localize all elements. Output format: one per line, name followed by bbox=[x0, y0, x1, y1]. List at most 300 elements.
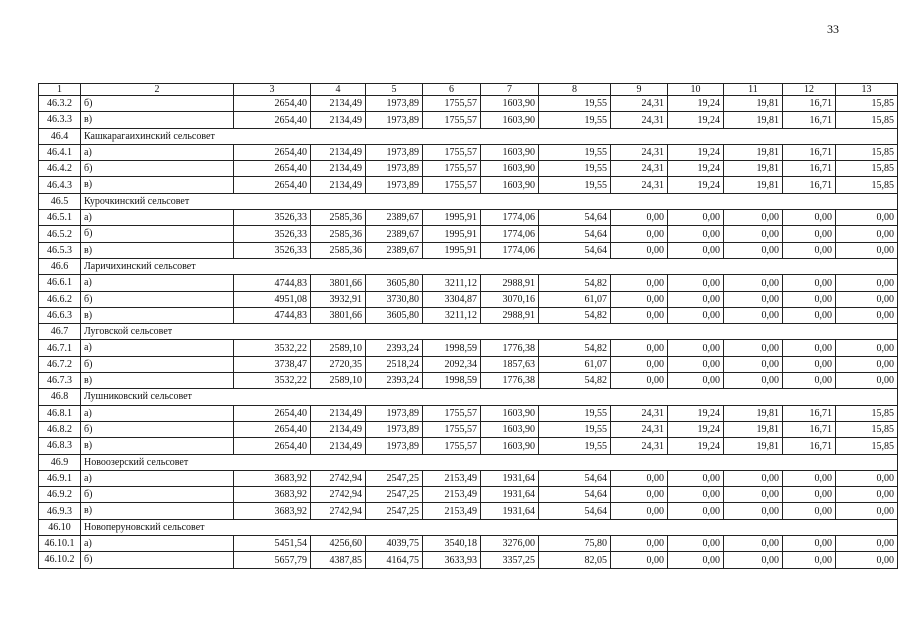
value-cell: 2134,49 bbox=[311, 438, 366, 454]
table-row bbox=[39, 161, 898, 177]
value-cell: 2092,34 bbox=[423, 356, 481, 372]
row-variant: б) bbox=[81, 552, 234, 568]
section-row bbox=[39, 454, 898, 470]
header-cell: 13 bbox=[836, 84, 898, 96]
value-cell: 2654,40 bbox=[234, 177, 311, 193]
value-cell: 0,00 bbox=[611, 210, 668, 226]
row-variant: а) bbox=[81, 340, 234, 356]
row-variant: б) bbox=[81, 487, 234, 503]
value-cell: 19,24 bbox=[668, 421, 724, 437]
value-cell: 0,00 bbox=[724, 307, 783, 323]
value-cell: 2585,36 bbox=[311, 226, 366, 242]
value-cell: 1973,89 bbox=[366, 405, 423, 421]
table-row bbox=[39, 291, 898, 307]
value-cell: 0,00 bbox=[783, 291, 836, 307]
value-cell: 75,80 bbox=[539, 536, 611, 552]
value-cell: 4164,75 bbox=[366, 552, 423, 568]
value-cell: 4744,83 bbox=[234, 275, 311, 291]
value-cell: 2134,49 bbox=[311, 144, 366, 160]
row-code: 46.9.3 bbox=[39, 503, 81, 519]
value-cell: 0,00 bbox=[611, 307, 668, 323]
value-cell: 0,00 bbox=[611, 373, 668, 389]
value-cell: 0,00 bbox=[611, 226, 668, 242]
value-cell: 1603,90 bbox=[481, 177, 539, 193]
value-cell: 2654,40 bbox=[234, 421, 311, 437]
value-cell: 24,31 bbox=[611, 96, 668, 112]
value-cell: 0,00 bbox=[668, 552, 724, 568]
value-cell: 3730,80 bbox=[366, 291, 423, 307]
row-variant: в) bbox=[81, 177, 234, 193]
value-cell: 3683,92 bbox=[234, 503, 311, 519]
value-cell: 3801,66 bbox=[311, 307, 366, 323]
value-cell: 16,71 bbox=[783, 438, 836, 454]
row-variant: б) bbox=[81, 96, 234, 112]
value-cell: 1973,89 bbox=[366, 112, 423, 128]
value-cell: 0,00 bbox=[668, 470, 724, 486]
value-cell: 54,64 bbox=[539, 210, 611, 226]
value-cell: 3532,22 bbox=[234, 340, 311, 356]
value-cell: 54,82 bbox=[539, 307, 611, 323]
row-code: 46.8.1 bbox=[39, 405, 81, 421]
value-cell: 19,81 bbox=[724, 144, 783, 160]
table-row bbox=[39, 552, 898, 568]
table-row bbox=[39, 226, 898, 242]
row-variant: б) bbox=[81, 161, 234, 177]
row-variant: в) bbox=[81, 373, 234, 389]
value-cell: 15,85 bbox=[836, 144, 898, 160]
value-cell: 16,71 bbox=[783, 405, 836, 421]
table-row bbox=[39, 210, 898, 226]
value-cell: 0,00 bbox=[668, 226, 724, 242]
section-row bbox=[39, 128, 898, 144]
value-cell: 0,00 bbox=[783, 470, 836, 486]
table-row bbox=[39, 144, 898, 160]
value-cell: 54,64 bbox=[539, 226, 611, 242]
value-cell: 0,00 bbox=[724, 291, 783, 307]
value-cell: 0,00 bbox=[611, 487, 668, 503]
tariff-table bbox=[38, 83, 898, 569]
row-variant: а) bbox=[81, 405, 234, 421]
header-cell: 11 bbox=[724, 84, 783, 96]
row-code: 46.6.2 bbox=[39, 291, 81, 307]
row-variant: в) bbox=[81, 112, 234, 128]
row-code: 46.8.3 bbox=[39, 438, 81, 454]
value-cell: 4744,83 bbox=[234, 307, 311, 323]
value-cell: 4256,60 bbox=[311, 536, 366, 552]
row-variant: а) bbox=[81, 470, 234, 486]
value-cell: 1998,59 bbox=[423, 373, 481, 389]
section-row bbox=[39, 519, 898, 535]
value-cell: 3605,80 bbox=[366, 307, 423, 323]
value-cell: 4951,08 bbox=[234, 291, 311, 307]
value-cell: 54,64 bbox=[539, 487, 611, 503]
row-code: 46.7.2 bbox=[39, 356, 81, 372]
value-cell: 0,00 bbox=[783, 552, 836, 568]
header-cell: 5 bbox=[366, 84, 423, 96]
value-cell: 19,55 bbox=[539, 112, 611, 128]
value-cell: 0,00 bbox=[668, 291, 724, 307]
value-cell: 2389,67 bbox=[366, 226, 423, 242]
value-cell: 4387,85 bbox=[311, 552, 366, 568]
value-cell: 2742,94 bbox=[311, 487, 366, 503]
value-cell: 15,85 bbox=[836, 96, 898, 112]
row-variant: б) bbox=[81, 226, 234, 242]
value-cell: 5657,79 bbox=[234, 552, 311, 568]
value-cell: 1995,91 bbox=[423, 242, 481, 258]
value-cell: 0,00 bbox=[724, 536, 783, 552]
section-row bbox=[39, 389, 898, 405]
value-cell: 0,00 bbox=[668, 340, 724, 356]
value-cell: 19,55 bbox=[539, 177, 611, 193]
table-row bbox=[39, 421, 898, 437]
value-cell: 19,24 bbox=[668, 438, 724, 454]
row-variant: а) bbox=[81, 144, 234, 160]
value-cell: 0,00 bbox=[783, 356, 836, 372]
table-row bbox=[39, 356, 898, 372]
value-cell: 24,31 bbox=[611, 112, 668, 128]
value-cell: 0,00 bbox=[724, 340, 783, 356]
value-cell: 3211,12 bbox=[423, 307, 481, 323]
row-code: 46.6.3 bbox=[39, 307, 81, 323]
value-cell: 1755,57 bbox=[423, 112, 481, 128]
value-cell: 0,00 bbox=[836, 210, 898, 226]
value-cell: 54,82 bbox=[539, 275, 611, 291]
table-row bbox=[39, 503, 898, 519]
row-variant: в) bbox=[81, 503, 234, 519]
table-row bbox=[39, 438, 898, 454]
value-cell: 2654,40 bbox=[234, 405, 311, 421]
value-cell: 1995,91 bbox=[423, 226, 481, 242]
row-code: 46.9.2 bbox=[39, 487, 81, 503]
value-cell: 0,00 bbox=[836, 291, 898, 307]
value-cell: 0,00 bbox=[836, 373, 898, 389]
value-cell: 0,00 bbox=[668, 242, 724, 258]
value-cell: 2988,91 bbox=[481, 307, 539, 323]
value-cell: 2134,49 bbox=[311, 96, 366, 112]
value-cell: 1998,59 bbox=[423, 340, 481, 356]
section-title: Новоперуновский сельсовет bbox=[81, 519, 898, 535]
value-cell: 1755,57 bbox=[423, 421, 481, 437]
value-cell: 0,00 bbox=[611, 536, 668, 552]
value-cell: 0,00 bbox=[783, 210, 836, 226]
value-cell: 2389,67 bbox=[366, 210, 423, 226]
value-cell: 61,07 bbox=[539, 291, 611, 307]
row-variant: а) bbox=[81, 275, 234, 291]
value-cell: 2393,24 bbox=[366, 373, 423, 389]
table-row bbox=[39, 470, 898, 486]
table-row bbox=[39, 177, 898, 193]
row-code: 46.10 bbox=[39, 519, 81, 535]
value-cell: 3738,47 bbox=[234, 356, 311, 372]
value-cell: 0,00 bbox=[611, 340, 668, 356]
row-code: 46.10.2 bbox=[39, 552, 81, 568]
value-cell: 3683,92 bbox=[234, 470, 311, 486]
row-code: 46.4.1 bbox=[39, 144, 81, 160]
value-cell: 82,05 bbox=[539, 552, 611, 568]
value-cell: 19,24 bbox=[668, 405, 724, 421]
table-row bbox=[39, 373, 898, 389]
value-cell: 1774,06 bbox=[481, 210, 539, 226]
value-cell: 0,00 bbox=[611, 552, 668, 568]
value-cell: 15,85 bbox=[836, 438, 898, 454]
row-code: 46.10.1 bbox=[39, 536, 81, 552]
value-cell: 0,00 bbox=[611, 356, 668, 372]
value-cell: 1603,90 bbox=[481, 421, 539, 437]
value-cell: 2393,24 bbox=[366, 340, 423, 356]
value-cell: 3526,33 bbox=[234, 210, 311, 226]
section-title: Лушниковский сельсовет bbox=[81, 389, 898, 405]
value-cell: 1603,90 bbox=[481, 438, 539, 454]
section-row bbox=[39, 193, 898, 209]
section-row bbox=[39, 324, 898, 340]
section-title: Луговской сельсовет bbox=[81, 324, 898, 340]
value-cell: 0,00 bbox=[783, 487, 836, 503]
value-cell: 0,00 bbox=[783, 307, 836, 323]
value-cell: 0,00 bbox=[724, 356, 783, 372]
table-row bbox=[39, 275, 898, 291]
value-cell: 1755,57 bbox=[423, 177, 481, 193]
value-cell: 54,64 bbox=[539, 470, 611, 486]
table-row bbox=[39, 487, 898, 503]
section-title: Новоозерский сельсовет bbox=[81, 454, 898, 470]
value-cell: 3357,25 bbox=[481, 552, 539, 568]
value-cell: 0,00 bbox=[836, 487, 898, 503]
value-cell: 1755,57 bbox=[423, 405, 481, 421]
value-cell: 19,81 bbox=[724, 161, 783, 177]
value-cell: 0,00 bbox=[611, 291, 668, 307]
header-cell: 1 bbox=[39, 84, 81, 96]
value-cell: 0,00 bbox=[783, 536, 836, 552]
header-cell: 6 bbox=[423, 84, 481, 96]
value-cell: 1603,90 bbox=[481, 96, 539, 112]
value-cell: 1755,57 bbox=[423, 96, 481, 112]
row-code: 46.4 bbox=[39, 128, 81, 144]
value-cell: 19,55 bbox=[539, 161, 611, 177]
value-cell: 2153,49 bbox=[423, 487, 481, 503]
value-cell: 24,31 bbox=[611, 405, 668, 421]
row-code: 46.4.3 bbox=[39, 177, 81, 193]
row-variant: б) bbox=[81, 356, 234, 372]
value-cell: 1931,64 bbox=[481, 487, 539, 503]
value-cell: 15,85 bbox=[836, 421, 898, 437]
value-cell: 19,24 bbox=[668, 112, 724, 128]
value-cell: 0,00 bbox=[836, 275, 898, 291]
page-number: 33 bbox=[827, 22, 839, 36]
value-cell: 1973,89 bbox=[366, 421, 423, 437]
value-cell: 0,00 bbox=[724, 487, 783, 503]
value-cell: 0,00 bbox=[668, 356, 724, 372]
value-cell: 24,31 bbox=[611, 438, 668, 454]
table-row bbox=[39, 112, 898, 128]
value-cell: 3605,80 bbox=[366, 275, 423, 291]
header-row bbox=[39, 84, 898, 96]
value-cell: 2153,49 bbox=[423, 503, 481, 519]
table-row bbox=[39, 242, 898, 258]
value-cell: 3211,12 bbox=[423, 275, 481, 291]
value-cell: 1931,64 bbox=[481, 503, 539, 519]
value-cell: 19,81 bbox=[724, 96, 783, 112]
value-cell: 54,82 bbox=[539, 373, 611, 389]
value-cell: 3532,22 bbox=[234, 373, 311, 389]
value-cell: 19,24 bbox=[668, 177, 724, 193]
value-cell: 0,00 bbox=[668, 487, 724, 503]
value-cell: 0,00 bbox=[668, 275, 724, 291]
value-cell: 19,55 bbox=[539, 421, 611, 437]
header-cell: 12 bbox=[783, 84, 836, 96]
row-code: 46.7.1 bbox=[39, 340, 81, 356]
value-cell: 3526,33 bbox=[234, 242, 311, 258]
table-row bbox=[39, 307, 898, 323]
row-code: 46.6.1 bbox=[39, 275, 81, 291]
value-cell: 0,00 bbox=[611, 470, 668, 486]
value-cell: 0,00 bbox=[836, 503, 898, 519]
value-cell: 15,85 bbox=[836, 112, 898, 128]
value-cell: 5451,54 bbox=[234, 536, 311, 552]
value-cell: 2654,40 bbox=[234, 96, 311, 112]
row-code: 46.5.1 bbox=[39, 210, 81, 226]
value-cell: 1603,90 bbox=[481, 144, 539, 160]
value-cell: 0,00 bbox=[836, 242, 898, 258]
row-variant: а) bbox=[81, 536, 234, 552]
value-cell: 54,64 bbox=[539, 503, 611, 519]
value-cell: 1973,89 bbox=[366, 96, 423, 112]
value-cell: 0,00 bbox=[611, 242, 668, 258]
value-cell: 2585,36 bbox=[311, 242, 366, 258]
section-row bbox=[39, 258, 898, 274]
value-cell: 15,85 bbox=[836, 177, 898, 193]
value-cell: 2134,49 bbox=[311, 421, 366, 437]
value-cell: 0,00 bbox=[724, 503, 783, 519]
value-cell: 2389,67 bbox=[366, 242, 423, 258]
section-title: Курочкинский сельсовет bbox=[81, 193, 898, 209]
row-code: 46.5.3 bbox=[39, 242, 81, 258]
row-variant: в) bbox=[81, 307, 234, 323]
table-row bbox=[39, 536, 898, 552]
table-row bbox=[39, 340, 898, 356]
value-cell: 19,24 bbox=[668, 144, 724, 160]
value-cell: 1603,90 bbox=[481, 161, 539, 177]
value-cell: 24,31 bbox=[611, 421, 668, 437]
value-cell: 16,71 bbox=[783, 144, 836, 160]
section-title: Кашкарагаихинский сельсовет bbox=[81, 128, 898, 144]
row-code: 46.5 bbox=[39, 193, 81, 209]
value-cell: 16,71 bbox=[783, 161, 836, 177]
value-cell: 2547,25 bbox=[366, 470, 423, 486]
value-cell: 2134,49 bbox=[311, 161, 366, 177]
value-cell: 1857,63 bbox=[481, 356, 539, 372]
row-variant: а) bbox=[81, 210, 234, 226]
value-cell: 19,55 bbox=[539, 144, 611, 160]
value-cell: 2742,94 bbox=[311, 503, 366, 519]
value-cell: 16,71 bbox=[783, 112, 836, 128]
value-cell: 0,00 bbox=[783, 373, 836, 389]
header-cell: 7 bbox=[481, 84, 539, 96]
value-cell: 16,71 bbox=[783, 421, 836, 437]
value-cell: 2134,49 bbox=[311, 112, 366, 128]
value-cell: 2134,49 bbox=[311, 405, 366, 421]
value-cell: 24,31 bbox=[611, 161, 668, 177]
value-cell: 0,00 bbox=[724, 470, 783, 486]
value-cell: 0,00 bbox=[836, 536, 898, 552]
value-cell: 1973,89 bbox=[366, 177, 423, 193]
value-cell: 0,00 bbox=[783, 226, 836, 242]
value-cell: 2585,36 bbox=[311, 210, 366, 226]
value-cell: 3070,16 bbox=[481, 291, 539, 307]
value-cell: 0,00 bbox=[836, 340, 898, 356]
value-cell: 15,85 bbox=[836, 405, 898, 421]
value-cell: 1776,38 bbox=[481, 373, 539, 389]
value-cell: 3932,91 bbox=[311, 291, 366, 307]
header-cell: 9 bbox=[611, 84, 668, 96]
value-cell: 0,00 bbox=[724, 210, 783, 226]
table-row bbox=[39, 405, 898, 421]
value-cell: 2742,94 bbox=[311, 470, 366, 486]
value-cell: 1603,90 bbox=[481, 405, 539, 421]
value-cell: 19,81 bbox=[724, 112, 783, 128]
value-cell: 3276,00 bbox=[481, 536, 539, 552]
value-cell: 0,00 bbox=[783, 340, 836, 356]
value-cell: 0,00 bbox=[836, 356, 898, 372]
value-cell: 19,55 bbox=[539, 405, 611, 421]
value-cell: 1755,57 bbox=[423, 161, 481, 177]
table-body bbox=[39, 84, 898, 569]
value-cell: 0,00 bbox=[724, 226, 783, 242]
value-cell: 2589,10 bbox=[311, 373, 366, 389]
value-cell: 61,07 bbox=[539, 356, 611, 372]
value-cell: 1973,89 bbox=[366, 438, 423, 454]
value-cell: 2134,49 bbox=[311, 177, 366, 193]
value-cell: 54,82 bbox=[539, 340, 611, 356]
value-cell: 0,00 bbox=[783, 275, 836, 291]
value-cell: 0,00 bbox=[836, 226, 898, 242]
value-cell: 2654,40 bbox=[234, 161, 311, 177]
value-cell: 0,00 bbox=[668, 210, 724, 226]
value-cell: 15,85 bbox=[836, 161, 898, 177]
value-cell: 2654,40 bbox=[234, 438, 311, 454]
row-variant: в) bbox=[81, 438, 234, 454]
value-cell: 19,24 bbox=[668, 96, 724, 112]
value-cell: 0,00 bbox=[611, 503, 668, 519]
value-cell: 0,00 bbox=[783, 242, 836, 258]
value-cell: 0,00 bbox=[668, 503, 724, 519]
value-cell: 0,00 bbox=[668, 536, 724, 552]
row-code: 46.8.2 bbox=[39, 421, 81, 437]
row-code: 46.9.1 bbox=[39, 470, 81, 486]
header-cell: 3 bbox=[234, 84, 311, 96]
value-cell: 2589,10 bbox=[311, 340, 366, 356]
value-cell: 24,31 bbox=[611, 144, 668, 160]
value-cell: 1973,89 bbox=[366, 144, 423, 160]
value-cell: 1755,57 bbox=[423, 438, 481, 454]
value-cell: 0,00 bbox=[724, 275, 783, 291]
value-cell: 0,00 bbox=[724, 242, 783, 258]
row-variant: в) bbox=[81, 242, 234, 258]
value-cell: 19,81 bbox=[724, 421, 783, 437]
row-code: 46.6 bbox=[39, 258, 81, 274]
value-cell: 1603,90 bbox=[481, 112, 539, 128]
section-title: Ларичихинский сельсовет bbox=[81, 258, 898, 274]
value-cell: 2654,40 bbox=[234, 112, 311, 128]
value-cell: 2547,25 bbox=[366, 503, 423, 519]
value-cell: 0,00 bbox=[724, 373, 783, 389]
value-cell: 1774,06 bbox=[481, 242, 539, 258]
value-cell: 3683,92 bbox=[234, 487, 311, 503]
row-variant: б) bbox=[81, 421, 234, 437]
value-cell: 0,00 bbox=[836, 552, 898, 568]
value-cell: 0,00 bbox=[668, 307, 724, 323]
row-variant: б) bbox=[81, 291, 234, 307]
value-cell: 3540,18 bbox=[423, 536, 481, 552]
